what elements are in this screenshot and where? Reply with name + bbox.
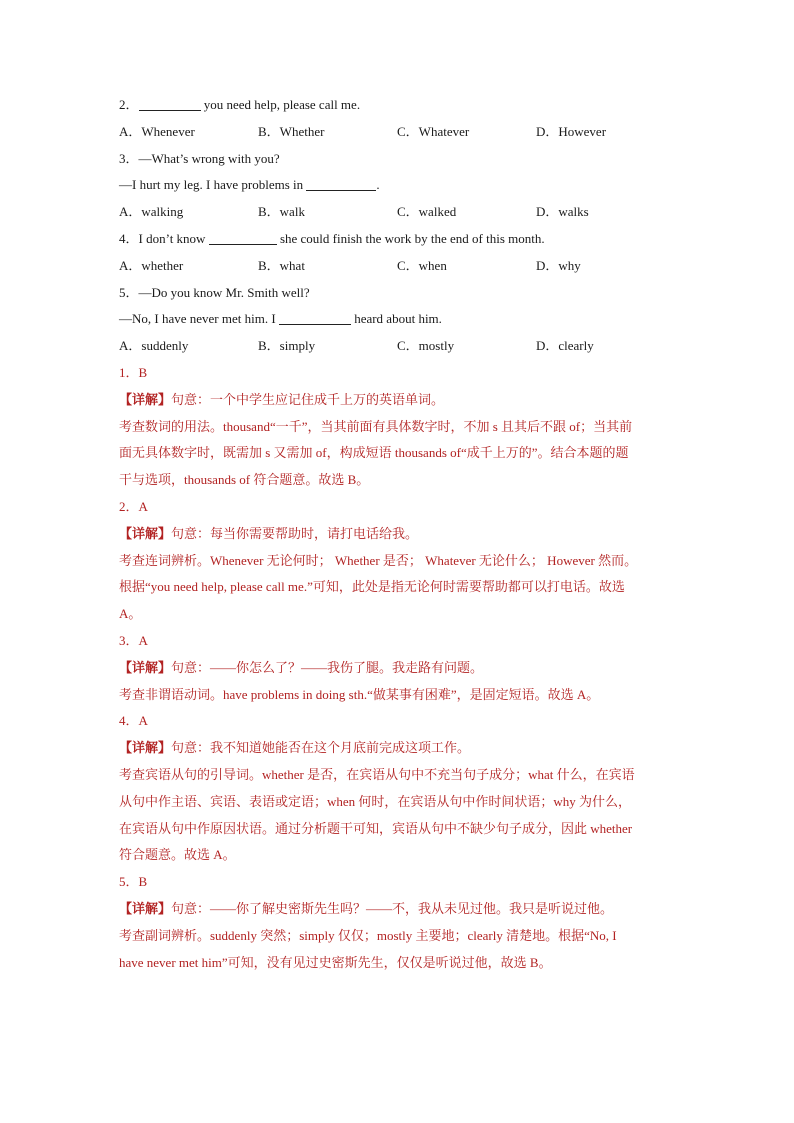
question-5-stem: 5．—Do you know Mr. Smith well? xyxy=(119,284,310,300)
question-4-stem: 4．I don’t know she could finish the work by the end of this month. xyxy=(119,230,545,246)
question-3-response: —I hurt my leg. I have problems in . xyxy=(119,177,380,193)
option: D．clearly xyxy=(536,338,594,354)
answer-explanation-line: 在宾语从句中作原因状语。通过分析题干可知，宾语从句中不缺少句子成分，因此 whether xyxy=(119,820,633,836)
answer-explanation-line: have never met him”可知，没有见过史密斯先生，仅仅是听说过他，故选 B。 xyxy=(119,954,552,970)
answer-meaning: 【详解】句意：一个中学生应记住成千上万的英语单词。 xyxy=(119,391,445,407)
option: B．walk xyxy=(258,204,305,220)
answer-explanation-line: 考查非谓语动词。have problems in doing sth.“做某事有困难”，是固定短语。故选 A。 xyxy=(119,686,600,702)
question-5-response: —No, I have never met him. I heard about him. xyxy=(119,311,442,327)
option: C．when xyxy=(397,257,447,273)
option: B．simply xyxy=(258,338,316,354)
answer-meaning: 【详解】句意：每当你需要帮助时，请打电话给我。 xyxy=(119,525,419,541)
answer-blank xyxy=(139,96,201,111)
answer-blank xyxy=(279,310,351,325)
answer-explanation-line: A。 xyxy=(119,606,142,622)
answer-meaning: 【详解】句意：——你了解史密斯先生吗？——不，我从未见过他。我只是听说过他。 xyxy=(119,900,614,916)
option: C．walked xyxy=(397,204,457,220)
question-2-stem: 2． you need help, please call me. xyxy=(119,97,361,112)
answer-blank xyxy=(209,230,277,245)
answer-explanation-line: 考查连词辨析。Whenever 无论何时； Whether 是否； Whatever 无论什么； However 然而。 xyxy=(119,552,638,568)
option: B．what xyxy=(258,257,305,273)
answer-meaning: 【详解】句意：——你怎么了？——我伤了腿。我走路有问题。 xyxy=(119,659,484,675)
question-3-options xyxy=(119,199,679,226)
document-page xyxy=(119,92,679,976)
option: D．walks xyxy=(536,204,589,220)
option: C．mostly xyxy=(397,338,455,354)
answer-label: 3．A xyxy=(119,632,148,648)
option: D．why xyxy=(536,257,581,273)
question-2-options xyxy=(119,119,679,146)
answer-explanation-line: 面无具体数字时，既需加 s 又需加 of，构成短语 thousands of“成千上万的”。结合本题的题 xyxy=(119,445,629,461)
answer-label: 1．B xyxy=(119,364,148,380)
answer-blank xyxy=(306,176,376,191)
option: A．Whenever xyxy=(119,123,195,139)
option: A．suddenly xyxy=(119,338,189,354)
answer-explanation-line: 从句中作主语、宾语、表语或定语；when 何时，在宾语从句中作时间状语；why 为什么， xyxy=(119,793,632,809)
answer-explanation-line: 考查数词的用法。thousand“一千”，当其前面有具体数字时，不加 s 且其后不跟 of；当其前 xyxy=(119,418,633,434)
question-5-options xyxy=(119,333,679,360)
option: C．Whatever xyxy=(397,123,470,139)
question-3-stem: 3．—What’s wrong with you? xyxy=(119,150,280,166)
answer-label: 5．B xyxy=(119,874,148,890)
answer-meaning: 【详解】句意：我不知道她能否在这个月底前完成这项工作。 xyxy=(119,740,471,756)
option: A．walking xyxy=(119,204,184,220)
answer-explanation-line: 考查宾语从句的引导词。whether 是否，在宾语从句中不充当句子成分；what 什么，在宾语 xyxy=(119,766,635,782)
answer-explanation-line: 根据“you need help, please call me.”可知，此处是指无论何时需要帮助都可以打电话。故选 xyxy=(119,579,625,595)
answer-explanation-line: 考查副词辨析。suddenly 突然；simply 仅仅；mostly 主要地；clearly 清楚地。根据“No, I xyxy=(119,927,617,943)
option: A．whether xyxy=(119,257,184,273)
answer-explanation-line: 干与选项，thousands of 符合题意。故选 B。 xyxy=(119,472,370,488)
answer-explanation-line: 符合题意。故选 A。 xyxy=(119,847,236,863)
option: B．Whether xyxy=(258,123,325,139)
question-4-options xyxy=(119,253,679,280)
answer-label: 4．A xyxy=(119,713,148,729)
answer-label: 2．A xyxy=(119,498,148,514)
option: D．However xyxy=(536,123,607,139)
